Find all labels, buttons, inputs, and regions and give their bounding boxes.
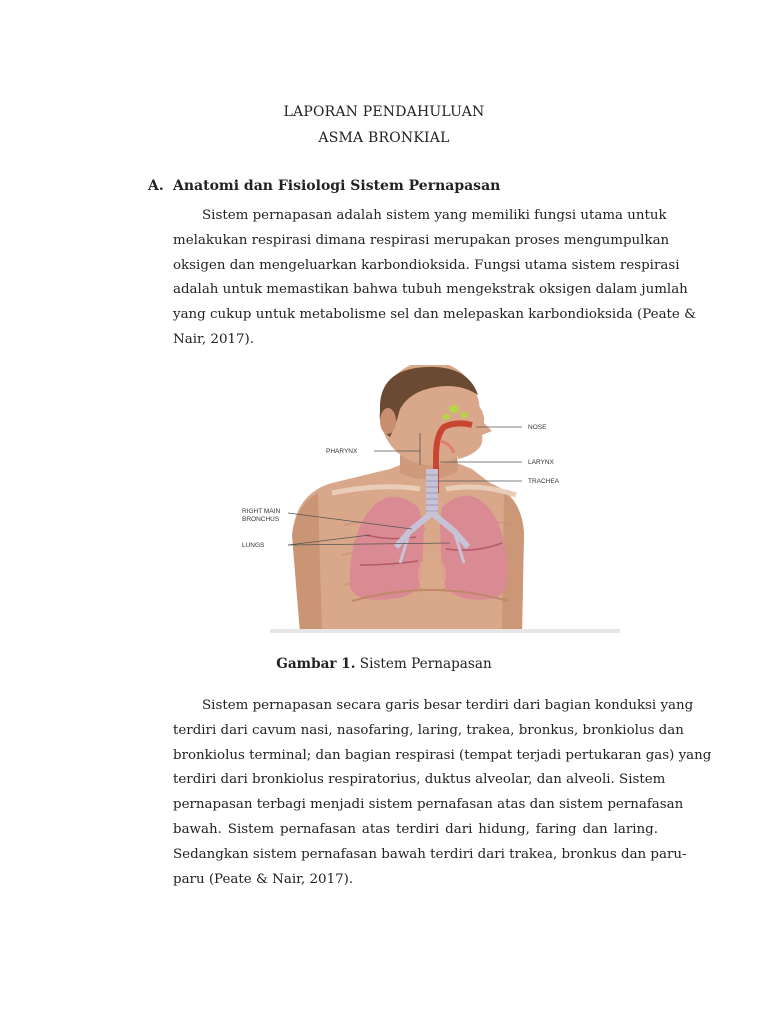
paragraph-line: terdiri dari bronkiolus respiratorius, duktus alveolar, dan alveoli. Sistem bbox=[173, 772, 666, 788]
label-trachea: TRACHEA bbox=[528, 478, 560, 485]
paragraph-line: Sistem pernapasan adalah sistem yang memiliki fungsi utama untuk bbox=[202, 208, 667, 223]
section-letter: A. bbox=[148, 178, 164, 194]
label-larynx: LARYNX bbox=[528, 459, 554, 466]
respiratory-illustration bbox=[240, 365, 620, 633]
paragraph-line: Nair, 2017). bbox=[173, 331, 254, 347]
caption-text: Sistem Pernapasan bbox=[355, 656, 492, 672]
section-heading bbox=[148, 178, 500, 194]
paragraph-line: melakukan respirasi dimana respirasi merupakan proses mengumpulkan bbox=[173, 232, 670, 248]
label-right-main-1: RIGHT MAIN bbox=[242, 508, 281, 515]
label-right-main-2: BRONCHUS bbox=[242, 516, 280, 523]
paragraph-anatomy bbox=[173, 204, 697, 353]
paragraph-line: adalah untuk memastikan bahwa tubuh mengekstrak oksigen dalam jumlah bbox=[173, 282, 688, 298]
section-heading-text: Anatomi dan Fisiologi Sistem Pernapasan bbox=[173, 178, 501, 194]
paragraph-line: Sistem pernapasan secara garis besar terdiri dari bagian konduksi yang bbox=[202, 698, 694, 713]
label-lungs: LUNGS bbox=[242, 542, 265, 549]
respiratory-system-figure bbox=[240, 365, 620, 633]
paragraph-line: bawah. Sistem pernafasan atas terdiri dari hidung, faring dan laring. bbox=[173, 821, 658, 837]
label-pharynx: PHARYNX bbox=[326, 448, 358, 455]
label-nose: NOSE bbox=[528, 424, 547, 431]
paragraph-structure bbox=[173, 694, 712, 892]
paragraph-line: oksigen dan mengeluarkan karbondioksida. Fungsi utama sistem respirasi bbox=[173, 257, 680, 273]
figure-caption bbox=[0, 656, 768, 672]
document-title-line2: ASMA BRONKIAL bbox=[318, 130, 450, 146]
paragraph-line: terdiri dari cavum nasi, nasofaring, laring, trakea, bronkus, bronkiolus dan bbox=[173, 722, 684, 738]
paragraph-line: yang cukup untuk metabolisme sel dan melepaskan karbondioksida (Peate & bbox=[173, 307, 697, 323]
paragraph-line: bronkiolus terminal; dan bagian respirasi (tempat terjadi pertukaran gas) yang bbox=[173, 747, 712, 763]
caption-label: Gambar 1. bbox=[276, 656, 356, 672]
paragraph-line: pernapasan terbagi menjadi sistem pernafasan atas dan sistem pernafasan bbox=[173, 797, 684, 813]
paragraph-line: Sedangkan sistem pernafasan bawah terdiri dari trakea, bronkus dan paru- bbox=[173, 846, 687, 862]
paragraph-line: paru (Peate & Nair, 2017). bbox=[173, 871, 354, 887]
document-title-line1: LAPORAN PENDAHULUAN bbox=[283, 104, 485, 120]
